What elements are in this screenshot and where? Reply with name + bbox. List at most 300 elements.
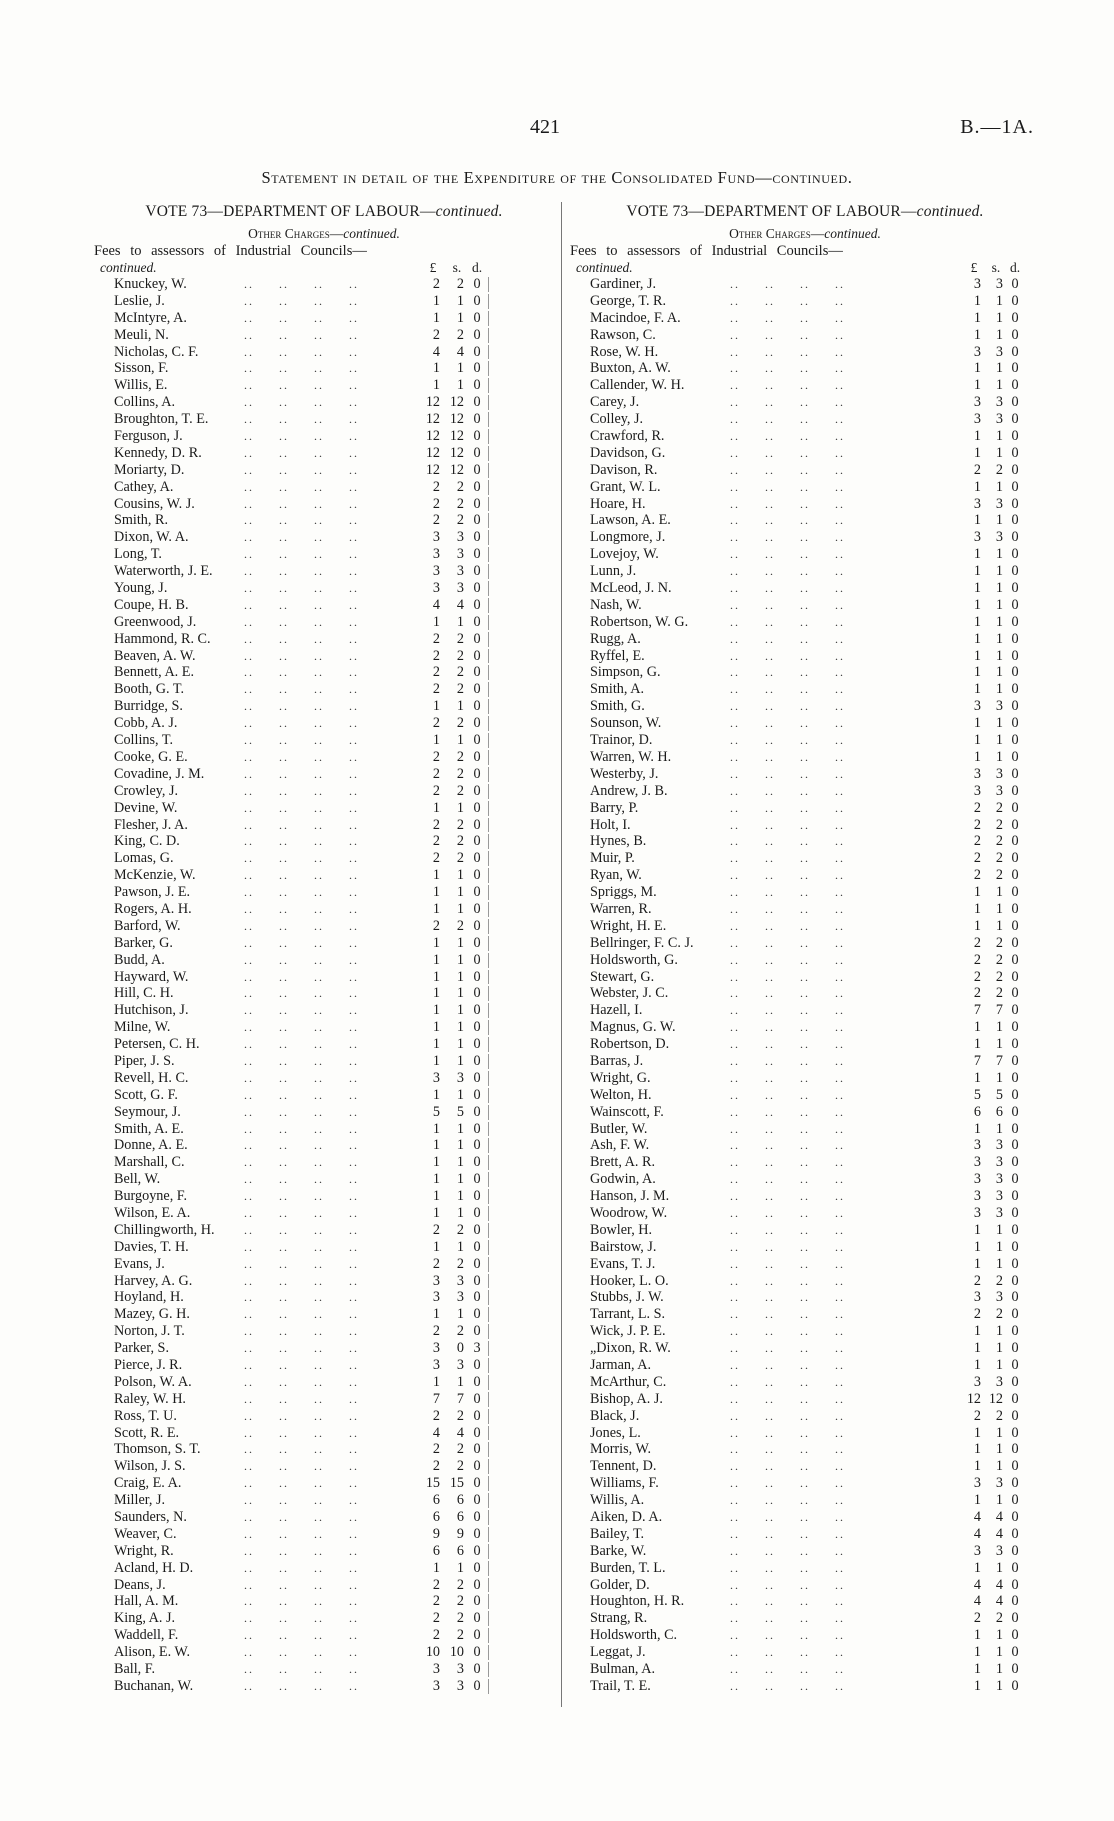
- assessor-name: Hill, C. H.: [114, 985, 174, 1002]
- column-rule: [488, 733, 489, 748]
- amount-pounds: 3: [432, 1357, 440, 1373]
- column-rule: [488, 378, 489, 393]
- fee-row: [94, 1019, 554, 1036]
- amount-shillings: 3: [995, 529, 1003, 546]
- column-rule: [488, 429, 489, 444]
- amount-pounds: 1: [432, 900, 440, 917]
- column-rule: [488, 1290, 489, 1305]
- leader-dots: .. .. .. ..: [244, 952, 359, 967]
- amount-shillings: 1: [995, 563, 1003, 580]
- fee-row: [570, 597, 1040, 614]
- column-rule: [488, 1257, 489, 1272]
- fee-row: [94, 344, 554, 361]
- amount-pence: 0: [1011, 968, 1019, 985]
- leader-dots: .. .. .. ..: [730, 749, 845, 764]
- fee-row: [94, 1002, 554, 1019]
- amount-pence: 0: [473, 1593, 481, 1610]
- column-rule: [488, 818, 489, 833]
- amount-pence: 0: [473, 1154, 481, 1171]
- leader-dots: .. .. .. ..: [730, 1391, 845, 1406]
- amount-shillings: 3: [456, 529, 464, 546]
- assessor-name: Smith, A.: [590, 681, 645, 698]
- fee-row: [570, 1644, 1040, 1661]
- column-rule: [488, 1493, 489, 1508]
- assessor-name: Raley, W. H.: [114, 1390, 186, 1407]
- amount-pounds: 12: [966, 1390, 981, 1407]
- fee-row: [570, 479, 1040, 496]
- assessor-name: Hynes, B.: [590, 833, 647, 850]
- other-charges-continued: continued.: [343, 226, 400, 241]
- leader-dots: .. .. .. ..: [730, 361, 845, 376]
- fee-row: [94, 1560, 554, 1577]
- amount-pence: 0: [1011, 1661, 1019, 1678]
- fee-row: [94, 293, 554, 310]
- assessor-name: Bulman, A.: [590, 1661, 656, 1678]
- assessor-name: Collins, A.: [114, 394, 176, 411]
- assessor-name: Trainor, D.: [590, 732, 653, 749]
- amount-shillings: 2: [995, 985, 1003, 1002]
- amount-shillings: 2: [456, 326, 464, 343]
- assessor-name: Burgoyne, F.: [114, 1188, 188, 1205]
- column-rule: [488, 1020, 489, 1035]
- fee-row: [94, 901, 554, 918]
- amount-pence: 0: [1011, 1255, 1019, 1272]
- leader-dots: .. .. .. ..: [244, 1459, 359, 1474]
- leader-dots: .. .. .. ..: [730, 1374, 845, 1389]
- amount-pence: 0: [1011, 1576, 1019, 1593]
- amount-pence: 0: [1011, 917, 1019, 934]
- fee-row: [570, 884, 1040, 901]
- fee-row: [570, 935, 1040, 952]
- amount-pence: 0: [473, 934, 481, 951]
- amount-shillings: 5: [995, 1086, 1003, 1103]
- amount-shillings: 12: [988, 1390, 1003, 1407]
- assessor-name: Robertson, D.: [590, 1036, 670, 1053]
- amount-shillings: 1: [456, 1154, 464, 1171]
- amount-pence: 0: [473, 850, 481, 867]
- amount-pence: 0: [1011, 664, 1019, 681]
- assessor-name: Warren, R.: [590, 900, 652, 917]
- assessor-name: Ball, F.: [114, 1661, 156, 1678]
- assessor-name: „Dixon, R. W.: [590, 1340, 671, 1357]
- amount-pounds: 2: [973, 968, 981, 985]
- leader-dots: .. .. .. ..: [730, 327, 845, 342]
- leader-dots: .. .. .. ..: [244, 1543, 359, 1558]
- amount-pence: 0: [473, 1221, 481, 1238]
- amount-shillings: 10: [449, 1644, 464, 1661]
- fee-row: [94, 1239, 554, 1256]
- leader-dots: .. .. .. ..: [244, 412, 359, 427]
- amount-shillings: 2: [456, 850, 464, 867]
- leader-dots: .. .. .. ..: [244, 344, 359, 359]
- assessor-name: Mazey, G. H.: [114, 1306, 190, 1323]
- amount-pounds: 2: [432, 478, 440, 495]
- amount-shillings: 3: [456, 1677, 464, 1694]
- assessor-name: Brett, A. R.: [590, 1154, 656, 1171]
- column-rule: [488, 480, 489, 495]
- column-rule: [488, 1442, 489, 1457]
- assessor-name: Hutchison, J.: [114, 1002, 189, 1019]
- amount-shillings: 1: [995, 512, 1003, 529]
- leader-dots: .. .. .. ..: [244, 1391, 359, 1406]
- assessor-name: Wick, J. P. E.: [590, 1323, 666, 1340]
- fee-row: [94, 1627, 554, 1644]
- amount-pence: 0: [1011, 647, 1019, 664]
- leader-dots: .. .. .. ..: [244, 462, 359, 477]
- leader-dots: .. .. .. ..: [730, 631, 845, 646]
- leader-dots: .. .. .. ..: [244, 1594, 359, 1609]
- leader-dots: .. .. .. ..: [244, 1425, 359, 1440]
- amount-pence: 0: [473, 343, 481, 360]
- column-rule: [488, 1544, 489, 1559]
- amount-shillings: 1: [456, 1306, 464, 1323]
- assessor-name: Andrew, J. B.: [590, 782, 668, 799]
- amount-pounds: 3: [432, 563, 440, 580]
- leader-dots: .. .. .. ..: [730, 1155, 845, 1170]
- statement-title: Statement in detail of the Expenditure of the Consolidated Fund—continued.: [261, 168, 853, 187]
- vote-title-main: VOTE 73—DEPARTMENT OF LABOUR—: [626, 203, 917, 220]
- assessor-name: Dixon, W. A.: [114, 529, 189, 546]
- assessor-name: Lunn, J.: [590, 563, 637, 580]
- leader-dots: .. .. .. ..: [730, 293, 845, 308]
- amount-shillings: 1: [995, 1036, 1003, 1053]
- amount-pence: 0: [473, 1086, 481, 1103]
- amount-shillings: 4: [995, 1576, 1003, 1593]
- fee-row: [570, 1593, 1040, 1610]
- assessor-name: Webster, J. C.: [590, 985, 669, 1002]
- column-rule: [488, 1189, 489, 1204]
- assessor-name: Donne, A. E.: [114, 1137, 188, 1154]
- amount-shillings: 1: [456, 985, 464, 1002]
- column-rule: [488, 1071, 489, 1086]
- amount-shillings: 1: [995, 596, 1003, 613]
- amount-pence: 0: [1011, 428, 1019, 445]
- amount-pounds: 12: [425, 428, 440, 445]
- assessor-name: Davies, T. H.: [114, 1238, 189, 1255]
- assessor-name: Craig, E. A.: [114, 1475, 182, 1492]
- leader-dots: .. .. .. ..: [244, 716, 359, 731]
- column-rule: [488, 1426, 489, 1441]
- assessor-name: Beaven, A. W.: [114, 647, 196, 664]
- amount-pence: 0: [1011, 1188, 1019, 1205]
- leader-dots: .. .. .. ..: [730, 733, 845, 748]
- amount-pounds: 1: [432, 377, 440, 394]
- fee-row: [94, 1492, 554, 1509]
- amount-shillings: 2: [456, 1221, 464, 1238]
- amount-shillings: 1: [995, 681, 1003, 698]
- fee-row: [570, 648, 1040, 665]
- amount-shillings: 3: [456, 1069, 464, 1086]
- amount-pence: 0: [1011, 816, 1019, 833]
- amount-shillings: 3: [456, 1272, 464, 1289]
- column-rule: [488, 1307, 489, 1322]
- amount-shillings: 2: [456, 917, 464, 934]
- amount-shillings: 1: [995, 1424, 1003, 1441]
- continued-label: continued.: [100, 260, 157, 275]
- leader-dots: .. .. .. ..: [730, 1526, 845, 1541]
- amount-pounds: 1: [973, 580, 981, 597]
- leader-dots: .. .. .. ..: [730, 1678, 845, 1693]
- fee-row: [94, 1053, 554, 1070]
- leader-dots: .. .. .. ..: [244, 783, 359, 798]
- assessor-name: Hayward, W.: [114, 968, 189, 985]
- amount-pence: 0: [473, 529, 481, 546]
- pence-header: d.: [471, 260, 483, 275]
- leader-dots: .. .. .. ..: [244, 1341, 359, 1356]
- assessor-name: Ross, T. U.: [114, 1407, 177, 1424]
- amount-pounds: 1: [432, 309, 440, 326]
- amount-pence: 0: [473, 1357, 481, 1373]
- amount-pounds: 1: [432, 1171, 440, 1188]
- amount-pence: 0: [473, 1019, 481, 1036]
- amount-pence: 0: [1011, 1323, 1019, 1340]
- assessor-name: Barras, J.: [590, 1052, 644, 1069]
- column-rule: [488, 1037, 489, 1052]
- column-rule: [488, 530, 489, 545]
- column-rule: [488, 1155, 489, 1170]
- amount-shillings: 4: [995, 1593, 1003, 1610]
- leader-dots: .. .. .. ..: [244, 1273, 359, 1288]
- leader-dots: .. .. .. ..: [244, 1307, 359, 1322]
- amount-shillings: 9: [456, 1525, 464, 1542]
- assessor-name: Coupe, H. B.: [114, 596, 189, 613]
- amount-pence: 0: [473, 816, 481, 833]
- amount-pence: 0: [1011, 1542, 1019, 1559]
- fee-row: [94, 1357, 554, 1374]
- amount-pounds: 2: [432, 1458, 440, 1475]
- leader-dots: .. .. .. ..: [730, 817, 845, 832]
- amount-pence: 0: [1011, 326, 1019, 343]
- amount-pence: 0: [1011, 715, 1019, 732]
- amount-shillings: 3: [995, 1154, 1003, 1171]
- fee-row: [570, 529, 1040, 546]
- amount-pounds: 3: [973, 765, 981, 782]
- amount-pence: 0: [473, 664, 481, 681]
- column-rule: [488, 1138, 489, 1153]
- fee-row: [94, 732, 554, 749]
- amount-pounds: 1: [973, 292, 981, 309]
- amount-pence: 0: [1011, 1373, 1019, 1390]
- amount-shillings: 2: [456, 1627, 464, 1644]
- continued-label: continued.: [576, 260, 633, 275]
- assessor-name: Moriarty, D.: [114, 461, 185, 478]
- leader-dots: .. .. .. ..: [244, 733, 359, 748]
- leader-dots: .. .. .. ..: [730, 1239, 845, 1254]
- fee-row: [94, 1408, 554, 1425]
- amount-shillings: 7: [995, 1002, 1003, 1019]
- amount-shillings: 1: [995, 1323, 1003, 1340]
- fee-row: [94, 664, 554, 681]
- amount-pence: 0: [1011, 1475, 1019, 1492]
- leader-dots: .. .. .. ..: [730, 597, 845, 612]
- amount-pounds: 2: [432, 630, 440, 647]
- fee-row: [94, 1593, 554, 1610]
- amount-shillings: 1: [995, 1644, 1003, 1661]
- fee-row: [570, 1273, 1040, 1290]
- amount-shillings: 4: [456, 1424, 464, 1441]
- column-rule: [488, 682, 489, 697]
- amount-pounds: 12: [425, 394, 440, 411]
- amount-pounds: 3: [973, 343, 981, 360]
- amount-pence: 0: [473, 495, 481, 512]
- amount-pounds: 2: [432, 917, 440, 934]
- assessor-name: Pierce, J. R.: [114, 1357, 183, 1373]
- fee-row: [570, 850, 1040, 867]
- amount-pounds: 1: [432, 1086, 440, 1103]
- amount-pounds: 3: [973, 1204, 981, 1221]
- leader-dots: .. .. .. ..: [244, 648, 359, 663]
- amount-pence: 0: [473, 867, 481, 884]
- assessor-name: Godwin, A.: [590, 1171, 656, 1188]
- amount-pence: 0: [1011, 546, 1019, 563]
- column-rule: [488, 547, 489, 562]
- amount-shillings: 2: [995, 850, 1003, 867]
- amount-pounds: 1: [973, 1238, 981, 1255]
- amount-pounds: 2: [432, 850, 440, 867]
- amount-pounds: 1: [432, 985, 440, 1002]
- leader-dots: .. .. .. ..: [730, 834, 845, 849]
- amount-pounds: 2: [432, 715, 440, 732]
- fee-row: [94, 1222, 554, 1239]
- amount-shillings: 2: [995, 934, 1003, 951]
- amount-shillings: 12: [449, 411, 464, 428]
- fee-row: [570, 1137, 1040, 1154]
- fee-row: [94, 952, 554, 969]
- leader-dots: .. .. .. ..: [244, 1645, 359, 1660]
- assessor-name: Booth, G. T.: [114, 681, 185, 698]
- amount-shillings: 2: [456, 276, 464, 292]
- amount-shillings: 1: [456, 377, 464, 394]
- amount-shillings: 1: [995, 1441, 1003, 1458]
- amount-pence: 0: [473, 461, 481, 478]
- assessor-name: Cooke, G. E.: [114, 748, 188, 765]
- amount-pounds: 2: [432, 1255, 440, 1272]
- assessor-name: Barry, P.: [590, 799, 639, 816]
- amount-pounds: 3: [973, 1188, 981, 1205]
- amount-pounds: 12: [425, 461, 440, 478]
- fee-row: [570, 563, 1040, 580]
- amount-pence: 0: [473, 884, 481, 901]
- assessor-name: Rogers, A. H.: [114, 900, 192, 917]
- assessor-name: Burridge, S.: [114, 698, 183, 715]
- amount-shillings: 3: [995, 1171, 1003, 1188]
- amount-pence: 0: [1011, 1171, 1019, 1188]
- assessor-name: Meuli, N.: [114, 326, 169, 343]
- amount-pounds: 1: [973, 1458, 981, 1475]
- amount-pounds: 6: [973, 1103, 981, 1120]
- column-rule: [488, 311, 489, 326]
- amount-pence: 0: [473, 377, 481, 394]
- fee-row: [94, 800, 554, 817]
- amount-pence: 0: [1011, 985, 1019, 1002]
- leader-dots: .. .. .. ..: [730, 496, 845, 511]
- amount-shillings: 3: [995, 1204, 1003, 1221]
- assessor-name: Bennett, A. E.: [114, 664, 194, 681]
- amount-pence: 0: [473, 1188, 481, 1205]
- amount-pounds: 1: [973, 1661, 981, 1678]
- leader-dots: .. .. .. ..: [244, 1324, 359, 1339]
- assessor-name: Ryffel, E.: [590, 647, 645, 664]
- assessor-name: Crawford, R.: [590, 428, 665, 445]
- amount-pence: 0: [1011, 343, 1019, 360]
- leader-dots: .. .. .. ..: [730, 1307, 845, 1322]
- fee-row: [94, 698, 554, 715]
- leader-dots: .. .. .. ..: [244, 1138, 359, 1153]
- amount-shillings: 3: [995, 1289, 1003, 1306]
- amount-pence: 0: [1011, 698, 1019, 715]
- leader-dots: .. .. .. ..: [244, 1290, 359, 1305]
- amount-pounds: 1: [432, 951, 440, 968]
- amount-pence: 0: [1011, 394, 1019, 411]
- amount-pence: 0: [473, 1373, 481, 1390]
- column-rule: [488, 868, 489, 883]
- amount-shillings: 1: [456, 884, 464, 901]
- leader-dots: .. .. .. ..: [244, 429, 359, 444]
- leader-dots: .. .. .. ..: [244, 1662, 359, 1677]
- leader-dots: .. .. .. ..: [244, 564, 359, 579]
- assessor-name: Westerby, J.: [590, 765, 659, 782]
- fee-row: [570, 664, 1040, 681]
- amount-pounds: 2: [432, 765, 440, 782]
- amount-shillings: 3: [995, 343, 1003, 360]
- fee-row: [94, 276, 554, 293]
- leader-dots: .. .. .. ..: [730, 277, 845, 291]
- amount-shillings: 1: [456, 1019, 464, 1036]
- fee-row: [94, 445, 554, 462]
- amount-shillings: 12: [449, 444, 464, 461]
- assessor-name: Ryan, W.: [590, 867, 642, 884]
- leader-dots: .. .. .. ..: [730, 479, 845, 494]
- fee-row: [94, 1610, 554, 1627]
- vote-title-continued: continued.: [916, 203, 984, 220]
- fees-heading: Fees to assessors of Industrial Councils—: [94, 243, 367, 259]
- column-rule: [488, 919, 489, 934]
- assessor-name: Petersen, C. H.: [114, 1036, 200, 1053]
- assessor-name: Golder, D.: [590, 1576, 650, 1593]
- amount-pounds: 9: [432, 1525, 440, 1542]
- amount-pounds: 1: [973, 1323, 981, 1340]
- amount-pence: 0: [1011, 748, 1019, 765]
- amount-pence: 0: [473, 394, 481, 411]
- leader-dots: .. .. .. ..: [730, 1037, 845, 1052]
- column-rule: [488, 1223, 489, 1238]
- fee-row: [570, 1391, 1040, 1408]
- assessor-name: Aiken, D. A.: [590, 1509, 663, 1526]
- leader-dots: .. .. .. ..: [730, 1358, 845, 1372]
- fee-row: [570, 1289, 1040, 1306]
- amount-shillings: 1: [456, 360, 464, 377]
- amount-shillings: 2: [995, 1407, 1003, 1424]
- amount-pence: 0: [473, 1137, 481, 1154]
- assessor-name: Hanson, J. M.: [590, 1188, 670, 1205]
- amount-pounds: 1: [432, 1120, 440, 1137]
- leader-dots: .. .. .. ..: [244, 1189, 359, 1204]
- amount-shillings: 3: [995, 698, 1003, 715]
- amount-pence: 0: [473, 326, 481, 343]
- assessor-name: Parker, S.: [114, 1340, 169, 1357]
- pounds-header: £: [429, 260, 437, 275]
- amount-shillings: 1: [995, 630, 1003, 647]
- fee-row: [570, 901, 1040, 918]
- amount-pence: 0: [473, 1475, 481, 1492]
- other-charges-continued: continued.: [824, 226, 881, 241]
- assessor-name: Cobb, A. J.: [114, 715, 178, 732]
- amount-pence: 0: [1011, 1086, 1019, 1103]
- leader-dots: .. .. .. ..: [244, 766, 359, 781]
- assessor-name: Greenwood, J.: [114, 613, 197, 630]
- amount-pounds: 2: [432, 1221, 440, 1238]
- leader-dots: .. .. .. ..: [244, 1239, 359, 1254]
